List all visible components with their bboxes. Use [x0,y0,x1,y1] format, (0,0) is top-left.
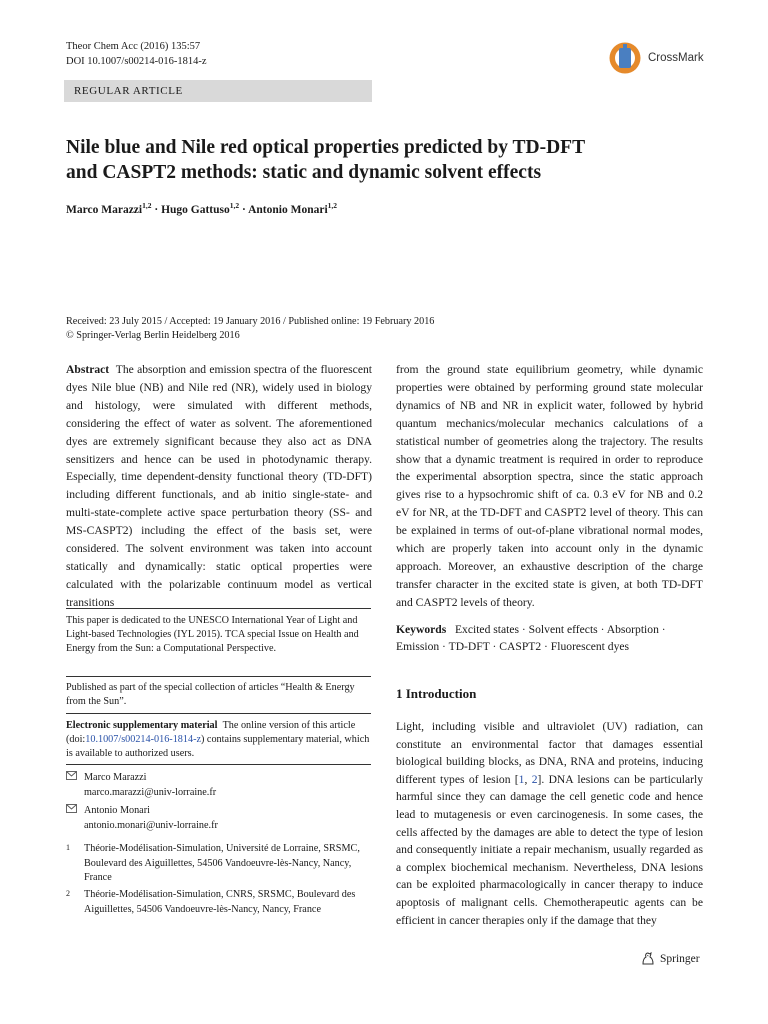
affiliation-text: Théorie-Modélisation-Simulation, CNRS, SRSMC, Boulevard des Aiguillettes, 54506 Vandoeuvre-lès-Nancy, Nancy, France [84,889,356,915]
affiliation-entry [66,842,371,886]
envelope-icon [66,804,84,833]
title-line-2: and CASPT2 methods: static and dynamic solvent effects [66,162,542,183]
correspondence-email[interactable]: marco.marazzi@univ-lorraine.fr [84,786,217,798]
correspondence-details [84,804,218,833]
correspondence-name: Antonio Monari [84,805,150,816]
correspondence-details [84,771,216,800]
introduction-text [396,718,703,929]
intro-text-b: ]. DNA lesions can be particularly harmful since they can damage the cell genetic code and hence lead to mutagenesis or even carcinogenesis. In some cases, the cells affected by the damages are able to detect the type of lesion and consequently initiate a repair mechanism, usually regarded as a complex biochemical mechanism. Nevertheless, DNA lesions can be exploited pharmacologically in cancer therapy to induce apoptosis of malignant cells. Chemotherapeutic agents can be efficient in cancer therapies only if the damage that they [396,772,703,927]
section-heading-introduction: 1 Introduction [396,686,477,701]
keywords [396,622,703,655]
affiliation-number: 1 [66,843,70,852]
title-line-1: Nile blue and Nile red optical properties predicted by TD-DFT [66,137,586,158]
author-name[interactable]: Hugo Gattuso [161,203,230,216]
footnote-divider [66,676,371,677]
doi-line: DOI 10.1007/s00214-016-1814-z [66,56,207,67]
esm-doi-link[interactable]: 10.1007/s00214-016-1814-z [85,734,201,746]
esm-label: Electronic supplementary material [66,720,218,731]
copyright-line: © Springer-Verlag Berlin Heidelberg 2016 [66,330,240,341]
citation-link[interactable]: 1 [518,772,525,786]
dedication-note: This paper is dedicated to the UNESCO International Year of Light and Light-based Technologies (IYL 2015). TCA special Issue on Health and Energy from the Sun: a Computational Perspective. [66,615,359,655]
affiliation-entry [66,888,371,917]
keywords-label: Keywords [396,623,447,636]
abstract-label: Abstract [66,363,110,376]
paper-title [66,135,706,185]
crossmark-badge[interactable] [608,40,738,76]
citation-separator: , [524,772,532,786]
intro-text-a: Light, including visible and ultraviolet (UV) radiation, can constitute an environmental factor that damages essential biological building blocks, as DNA, RNA and proteins, inducing different types of lesion [ [396,720,703,786]
springer-horse-icon [640,952,656,966]
footnote-divider [66,608,371,609]
publisher-name: Springer [660,953,700,965]
author-separator: · [239,203,249,216]
journal-line: Theor Chem Acc (2016) 135:57 [66,41,201,52]
envelope-icon [66,771,84,800]
correspondence-name: Marco Marazzi [84,772,147,783]
footnote-divider [66,764,371,765]
author-name[interactable]: Marco Marazzi [66,203,143,216]
affiliation-text: Théorie-Modélisation-Simulation, Université de Lorraine, SRSMC, Boulevard des Aiguillettes, 54506 Vandoeuvre-lès-Nancy, Nancy, France [84,843,360,883]
crossmark-label: CrossMark [648,52,704,64]
citation-link[interactable]: 2 [531,772,538,786]
author-separator: · [151,203,162,216]
article-type-banner: REGULAR ARTICLE [64,80,372,102]
keywords-list: Excited states · Solvent effects · Absorption · Emission · TD-DFT · CASPT2 · Fluorescent dyes [396,623,666,653]
journal-citation [66,39,207,69]
correspondence-email[interactable]: antonio.monari@univ-lorraine.fr [84,819,218,831]
abstract-text-part-1: The absorption and emission spectra of the fluorescent dyes Nile blue (NB) and Nile red (NR), widely used in biology and histology, were simulated with different methods, considering the effect of water as solvent. The aforementioned dyes are extremely significant because they also act as DNA sensitizers and hence can be used in photodynamic therapy. Especially, time dependent-density functional theory (TD-DFT) including different functionals, and ab initio single-state- and multi-state-complete active space perturbation theory (SS- and MS-CASPT2) including the effect of the basis set, were considered. The solvent environment was taken into account statically and dynamically: static optical properties were calculated with the polarizable continuum model as vertical transitions [66,363,372,609]
publication-dates [66,315,434,343]
publisher-logo [640,952,700,966]
esm-text-b: ) contains supplementary material, which is available to authorized users. [66,734,370,760]
abstract-right-column: from the ground state equilibrium geometry, while dynamic properties were obtained by performing ground state molecular dynamics of NB and NR in explicit water, followed by hybrid quantum mechanics/molecular mechanics calculations of a statistical number of geometries along the trajectory. The results show that a dynamic treatment is required in order to reproduce the experimental absorption spectra, since the static approach gives rise to a hypsochromic shift of ca. 0.3 eV for NB and 0.2 eV for NR, at the TD-DFT and CASPT2 level of theory. This can be explained in terms of out-of-plane vibrational normal modes, which are properly taken into account only in the dynamic approach. Moreover, an exhaustive description of the charge transfer character in the excited state is given, at both TD-DFT and CASPT2 levels of theory. [396,363,703,609]
author-list [66,201,337,216]
esm-text-a: The online version of this article (doi: [66,720,356,746]
author-name[interactable]: Antonio Monari [248,203,328,216]
crossmark-icon [608,41,642,75]
correspondence-entry [66,771,371,800]
affiliation-number: 2 [66,889,70,898]
collection-note: Published as part of the special collection of articles “Health & Energy from the Sun”. [66,682,355,708]
supplementary-note [66,719,371,762]
footnote-divider [66,713,371,714]
history-line: Received: 23 July 2015 / Accepted: 19 January 2016 / Published online: 19 February 2016 [66,316,435,327]
author-affiliation: 1,2 [229,201,240,210]
author-affiliation: 1,2 [327,201,338,210]
correspondence-entry [66,804,371,833]
author-affiliation: 1,2 [142,201,152,210]
abstract-left-column [66,361,372,612]
